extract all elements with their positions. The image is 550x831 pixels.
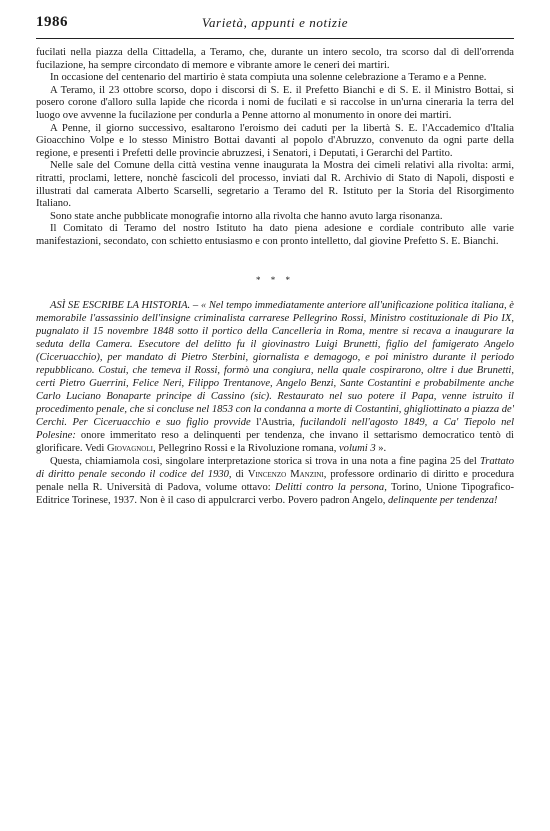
section-historia xyxy=(36,299,514,508)
book-title: Trattato di diritto penale secondo il codice del 1930, xyxy=(36,456,514,481)
quote-text: , Pellegrino Rossi e la Rivoluzione romana, xyxy=(152,443,339,455)
quote-text: ». xyxy=(375,443,387,455)
paragraph: fucilati nella piazza della Cittadella, a Teramo, che, durante un intero secolo, tra scorso dal dì dell'orrenda fucilazione, ha sempre circondato di memore e vibrante amore le ceneri dei martiri. xyxy=(36,47,514,71)
paragraph: Sono state anche pubblicate monografie intorno alla rivolta che hanno avuto larga risonanza. xyxy=(50,210,443,222)
author-name: Vincenzo Manzini xyxy=(247,469,324,481)
book-title: Delitti contro la persona xyxy=(274,482,385,494)
page-header xyxy=(36,14,514,39)
quote-text: volumi 3 xyxy=(338,443,376,455)
paragraph-text: , Torino, Unione Tipografico-Editrice Torinese, 1937. Non è il caso di appulcrarci verbo. Povero padron Angelo, xyxy=(36,482,514,507)
paragraph-text: di xyxy=(231,469,248,481)
paragraph: A Penne, il giorno successivo, esaltarono l'eroismo dei caduti per la libertà S. E. l'Accademico d'Italia Gioacchino Volpe e lo stesso Ministro Bottai davanti al popolo d'Abruzzo, convenuto da ogni parte della regione, e presenti i Prefetti delle provincie abruzzesi, i Senatori, i Deputati, i Gerarchi del Partito. xyxy=(36,122,514,159)
paragraph xyxy=(36,455,514,507)
quote-text: onore immeritato reso a delinquenti per tendenza, che invano il settarismo democratico tentò di glorificare. Vedi xyxy=(36,429,514,455)
paragraph: Nelle sale del Comune della città vestina venne inaugurata la Mostra dei cimeli relativi alla rivolta: armi, ritratti, proclami, lettere, nonchè fascicoli del processo, inviati dal R. Archivio di Stato di Napoli, disposti e illustrati dal camerata Alberto Scarselli, segretario a Teramo del R. Istituto per la Storia del Risorgimento Italiano. xyxy=(36,160,514,210)
quote-paragraph xyxy=(36,299,514,456)
closing-phrase: delinquente per tendenza! xyxy=(388,495,498,507)
quote-text: l'Austria xyxy=(256,416,293,428)
quote-text: « Nel tempo immediatamente anteriore all'unificazione politica italiana, è memorabile l'assassinio dell'insigne criminalista carrarese Pellegrino Rossi, Ministro costituzionale di Pio IX, pugnalato il 15 novembre 1848 sotto il portico della Cancelleria in Roma, mentre si recava a inaugurare la seduta della Camera. Esecutore del delitto fu il giovinastro Luigi Brunetti, figlio del famigerato Angelo (Ciceruacchio), per mandato di Pietro Sterbini, giornalista e demagogo, e poi ministro durante il periodo repubblicano. Costui, che temeva il Rossi, formò una congiura, nella quale cospirarono, oltre i due Brunetti, certi Pietro Guerrini, Felice Neri, Filippo Trentanove, Angelo Benzi, Sante Costantini e probabilmente anche Carlo Luciano Bonaparte principe di Cassino (sic). Restaurato nel suo potere il Papa, venne istruito il procedimento penale, che si concluse nel 1853 con la condanna a morte di Costantini, ghigliottinato a piazza de' Cerchi. Per Ciceruacchio e suo figlio provvide xyxy=(36,299,514,428)
paragraph-text: , professore ordinario di diritto e procedura penale nella R. Università di Padova, volume ottavo: xyxy=(36,469,515,494)
quote-text: , fucilandoli nell'agosto 1849, a Ca' Tiepolo nel Polesine: xyxy=(36,416,515,441)
running-title: Varietà, appunti e notizie xyxy=(201,15,349,30)
section-separator: * * * xyxy=(256,274,294,285)
paragraph: Il Comitato di Teramo del nostro Istituto ha dato piena adesione e cordiale contributo alle varie manifestazioni, secondato, con schietto entusiasmo e con pronto intelletto, dal giovine Prefetto S. E. Bianchi. xyxy=(36,223,514,247)
page-number: 1986 xyxy=(36,14,68,30)
dash: – xyxy=(190,299,201,311)
paragraph-text: Questa, chiamiamola così, singolare interpretazione storica si trova in una nota a fine pagina 25 del xyxy=(50,456,480,468)
author-name: Giovagnoli xyxy=(106,443,153,455)
page-body xyxy=(36,39,514,507)
section-heading: ASÌ SE ESCRIBE LA HISTORIA. xyxy=(50,299,191,311)
paragraph: A Teramo, il 23 ottobre scorso, dopo i discorsi di S. E. il Prefetto Bianchi e di S. E. il Ministro Bottai, si posero corone d'alloro sulla lapide che ricorda i nomi de fucilati e si raccolse in un'urna cineraria la terra del luogo ove avvenne la fucilazione per condurla a Penne attorno al monumento in onore dei martiri. xyxy=(36,84,514,121)
paragraph: In occasione del centenario del martirio è stata compiuta una solenne celebrazione a Teramo e a Penne. xyxy=(50,72,487,84)
